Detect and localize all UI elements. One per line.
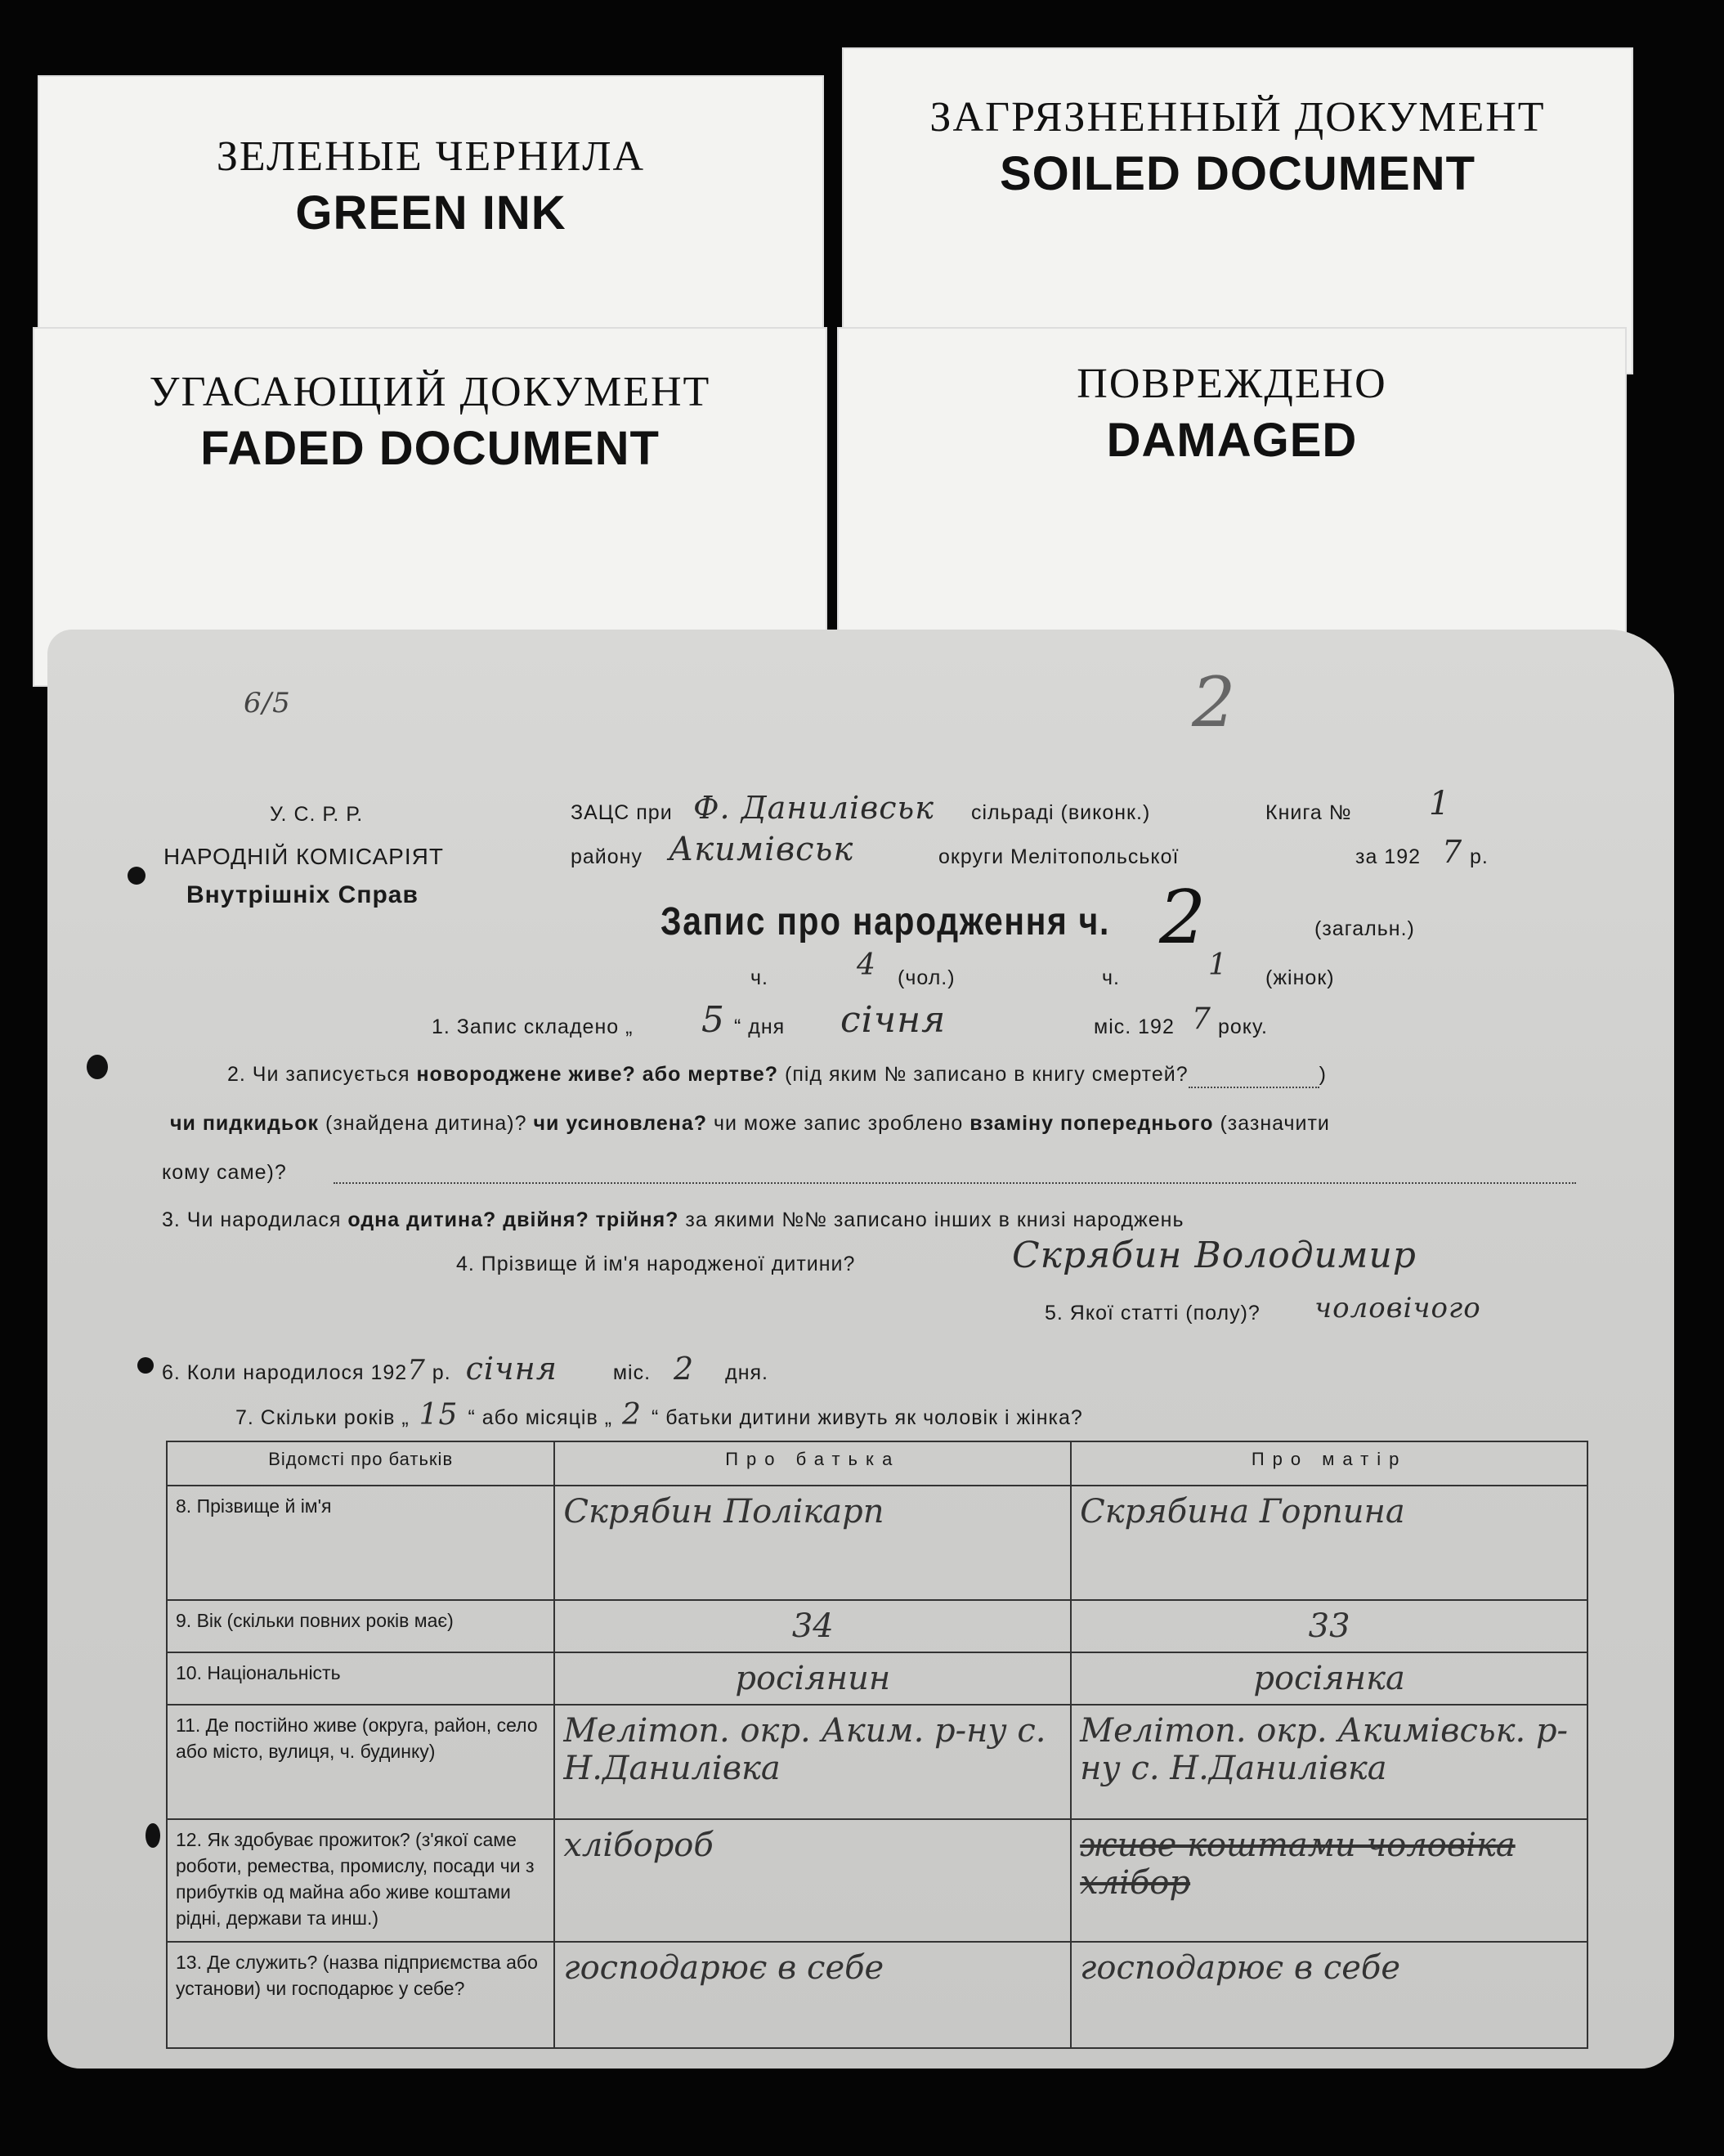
- count-ch-label: ч.: [750, 966, 768, 989]
- rayon-label: району: [571, 845, 643, 868]
- q1-year: 7: [1192, 1002, 1211, 1036]
- table-header: Про батька: [554, 1441, 1071, 1486]
- council-label: сільраді (виконк.): [971, 801, 1151, 824]
- corner-number: 2: [1192, 662, 1237, 742]
- father-value: Скрябин Полікарп: [554, 1486, 1071, 1600]
- q1-day: 5: [701, 999, 725, 1041]
- book-label: Книга №: [1265, 801, 1352, 824]
- male-count: 4: [857, 948, 876, 982]
- q1-tail: міс. 192: [1094, 1015, 1175, 1038]
- birth-record-form: [47, 630, 1674, 2069]
- year-suffix: р.: [1470, 845, 1489, 868]
- punch-hole: [137, 1357, 154, 1374]
- card-ru-label: ПОВРЕЖДЕНО: [1077, 361, 1387, 407]
- card-en-label: DAMAGED: [1106, 414, 1358, 467]
- father-value: 34: [554, 1600, 1071, 1652]
- q1-end: року.: [1218, 1015, 1268, 1038]
- q7-line: 7. Скільки років „ 15 “ або місяців „ 2 “ батьки дитини живуть як чоловік і жінка?: [235, 1398, 1083, 1432]
- q5-label: 5. Якої статті (полу)?: [1045, 1302, 1261, 1325]
- rayon-value: Акимівськ: [669, 831, 854, 868]
- card-en-label: FADED DOCUMENT: [200, 422, 660, 475]
- table-header: Відомсті про батьків: [167, 1441, 554, 1486]
- row-label: 8. Прізвище й ім'я: [167, 1486, 554, 1600]
- q2-line3: кому саме)?: [162, 1161, 287, 1184]
- book-value: 1: [1429, 785, 1451, 823]
- card-en-label: GREEN INK: [295, 186, 566, 240]
- table-header: Про матір: [1071, 1441, 1587, 1486]
- card-en-label: SOILED DOCUMENT: [999, 147, 1476, 200]
- mother-value: живе коштами чоловіка хлібор: [1071, 1819, 1587, 1942]
- card-ru-label: УГАСАЮЩИЙ ДОКУМЕНТ: [149, 369, 711, 415]
- mother-value: росіянка: [1071, 1652, 1587, 1705]
- internal-affairs-label: Внутрішніх Справ: [186, 881, 419, 908]
- mother-value: 33: [1071, 1600, 1587, 1652]
- table-row: [167, 1600, 1587, 1652]
- q2-line2: чи пидкидьок (знайдена дитина)? чи усиновлена? чи може запис зроблено взаміну попереднього (зазначити: [170, 1112, 1330, 1135]
- card-ru-label: ЗЕЛЕНЫЕ ЧЕРНИЛА: [216, 133, 646, 180]
- year-digit: 7: [1442, 834, 1463, 870]
- ussr-label: У. С. Р. Р.: [270, 803, 364, 826]
- general-label: (загальн.): [1314, 917, 1415, 940]
- q2-line1: 2. Чи записується новороджене живе? або мертве? (під яким № записано в книгу смертей? ): [227, 1063, 1327, 1088]
- female-count: 1: [1208, 948, 1228, 982]
- table-row: [167, 1486, 1587, 1600]
- q6-line: 6. Коли народилося 1927 р. січня міс. 2 дня.: [162, 1351, 768, 1387]
- margin-note: 6/5: [244, 687, 291, 719]
- child-name: Скрябин Володимир: [1012, 1235, 1417, 1276]
- row-label: 12. Як здобуває прожиток? (з'якої саме роботи, ремества, промислу, посади чи з прибутків од майна або живе коштами рідні, держави та инш.): [167, 1819, 554, 1942]
- father-value: Мелітоп. окр. Аким. р-ну с. Н.Данилівка: [554, 1705, 1071, 1819]
- record-number: 2: [1159, 875, 1207, 961]
- soiled-document-card: [842, 47, 1633, 374]
- father-value: росіянин: [554, 1652, 1071, 1705]
- table-row: [167, 1705, 1587, 1819]
- male-label: (чол.): [898, 966, 956, 989]
- father-value: господарює в себе: [554, 1942, 1071, 2048]
- okrug-label: округи Мелітопольської: [938, 845, 1180, 868]
- row-label: 9. Вік (скільки повних років має): [167, 1600, 554, 1652]
- father-value: хлібороб: [554, 1819, 1071, 1942]
- commissariat-label: НАРОДНІЙ КОМІСАРІЯТ: [163, 844, 444, 869]
- table-row: [167, 1942, 1587, 2048]
- row-label: 10. Національність: [167, 1652, 554, 1705]
- q1-mid: “ дня: [734, 1015, 786, 1038]
- mother-value: Мелітоп. окр. Акимівськ. р-ну с. Н.Данилівка: [1071, 1705, 1587, 1819]
- punch-hole: [87, 1055, 108, 1079]
- table-row: [167, 1652, 1587, 1705]
- q3-line: 3. Чи народилася одна дитина? двійня? трійня? за якими №№ записано інших в книзі народжень: [162, 1208, 1184, 1231]
- count-ch-label: ч.: [1102, 966, 1120, 989]
- punch-hole: [146, 1823, 160, 1848]
- table-header-row: [167, 1441, 1587, 1486]
- form-title: Запис про народження ч.: [660, 900, 1111, 944]
- dotted-line: [334, 1182, 1576, 1184]
- child-sex: чоловічого: [1314, 1292, 1481, 1325]
- parents-table: [166, 1441, 1588, 2049]
- row-label: 13. Де служить? (назва підприємства або установи) чи господарює у себе?: [167, 1942, 554, 2048]
- mother-value: Скрябина Горпина: [1071, 1486, 1587, 1600]
- punch-hole: [128, 867, 146, 885]
- q4-label: 4. Прізвище й ім'я народженої дитини?: [456, 1253, 856, 1275]
- row-label: 11. Де постійно живе (округа, район, село або місто, вулиця, ч. будинку): [167, 1705, 554, 1819]
- year-label: за 192: [1355, 845, 1422, 868]
- damaged-card: [837, 327, 1627, 670]
- zags-value: Ф. Данилівськ: [693, 790, 934, 826]
- card-ru-label: ЗАГРЯЗНЕННЫЙ ДОКУМЕНТ: [929, 94, 1546, 141]
- q1-month: січня: [840, 999, 947, 1041]
- female-label: (жінок): [1265, 966, 1335, 989]
- zags-label: ЗАЦС при: [571, 801, 673, 824]
- table-row: [167, 1819, 1587, 1942]
- mother-value: господарює в себе: [1071, 1942, 1587, 2048]
- q1-label: 1. Запис складено „: [432, 1015, 634, 1038]
